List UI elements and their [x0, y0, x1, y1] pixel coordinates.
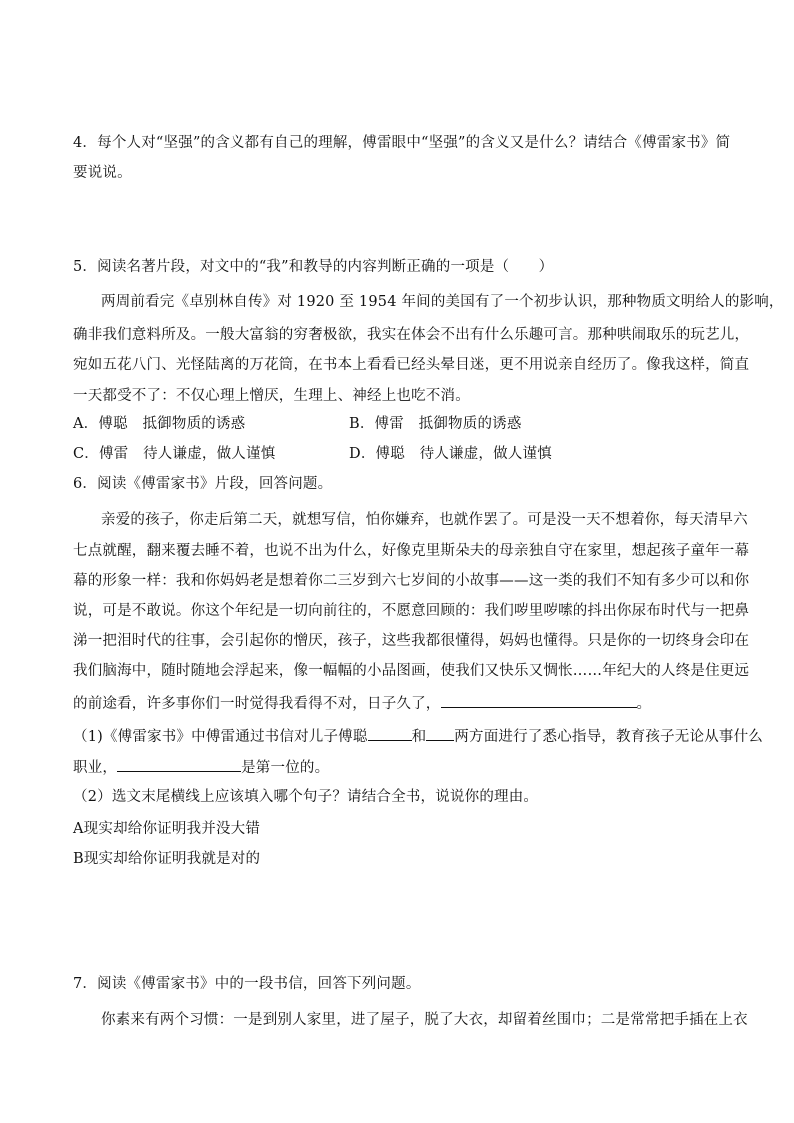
q5-passage-line-4: 一天都受不了：不仅心理上憎厌，生理上、神经上也吃不消。 [73, 388, 470, 404]
q7-stem: 7．阅读《傅雷家书》中的一段书信，回答下列问题。 [73, 976, 421, 992]
q5-option-b: B．傅雷 抵御物质的诱惑 [349, 416, 522, 432]
q6-sub1-line-1 [73, 725, 763, 747]
q6-passage-line-3: 幕的形象一样：我和你妈妈老是想着你二三岁到六七岁间的小故事——这一类的我们不知有多少可以和你 [73, 573, 750, 589]
q5-passage-line-1: 两周前看完《卓别林自传》对 1920 至 1954 年间的美国有了一个初步认识，那种物质文明给人的影响， [101, 294, 784, 310]
q6-passage-line-2: 七点就醒，翻来覆去睡不着，也说不出为什么，好像克里斯朵夫的母亲独自守在家里，想起孩子童年一幕 [73, 543, 750, 559]
q6-passage-line-4: 说，可是不敢说。你这个年纪是一切向前往的，不愿意回顾的：我们哕里哕嗦的抖出你尿布时代与一把鼻 [73, 603, 750, 619]
q6-sub1-c: 两方面进行了悉心指导，教育孩子无论从事什么 [454, 729, 763, 745]
q5-option-c: C．傅雷 待人谦虚，做人谨慎 [73, 446, 276, 462]
q6-passage-line-6: 我们脑海中，随时随地会浮起来，像一幅幅的小品图画，使我们又快乐又惆怅……年纪大的人终是住更远 [73, 663, 750, 679]
q6-answer-blank[interactable] [441, 692, 637, 708]
q5-option-a: A．傅聪 抵御物质的诱惑 [73, 416, 246, 432]
q6-sub1-b: 和 [411, 729, 427, 745]
q6-choice-a: A现实却给你证明我并没大错 [73, 821, 261, 837]
q6-choice-b: B现实却给你证明我就是对的 [73, 851, 261, 867]
q6-passage-line-5: 涕一把泪时代的往事，会引起你的憎厌，孩子，这些我都很懂得，妈妈也懂得。只是你的一切终身会印在 [73, 633, 750, 649]
q5-stem: 5．阅读名著片段，对文中的“我”和教导的内容判断正确的一项是（ ） [73, 259, 554, 275]
q4-line-2: 要说说。 [73, 165, 132, 181]
q6-stem: 6．阅读《傅雷家书》片段，回答问题。 [73, 476, 333, 492]
q6-sub1-blank-1[interactable] [368, 725, 412, 741]
q6-sub1-d: 职业， [73, 760, 118, 776]
q6-passage-line-1: 亲爱的孩子，你走后第二天，就想写信，怕你嫌弃，也就作罢了。可是没一天不想着你，每天清早六 [101, 512, 748, 528]
q7-passage-line-1: 你素来有两个习惯：一是到别人家里，进了屋子，脱了大衣，却留着丝围巾；二是常常把手插在上衣 [101, 1012, 748, 1028]
q6-sub1-line-2 [73, 756, 329, 778]
q5-passage-line-3: 宛如五花八门、光怪陆离的万花筒，在书本上看看已经头晕目迷，更不用说亲自经历了。像我这样，简直 [73, 357, 750, 373]
q6-sub1-a: （1)《傅雷家书》中傅雷通过书信对儿子傅聪 [73, 729, 368, 745]
q6-last-suffix: 。 [636, 696, 652, 712]
q6-sub1-blank-3[interactable] [117, 756, 241, 772]
q6-sub2: （2）选文末尾横线上应该填入哪个句子？请结合全书，说说你的理由。 [73, 789, 539, 805]
q5-option-d: D．傅聪 待人谦虚，做人谨慎 [349, 446, 552, 462]
q6-sub1-blank-2[interactable] [426, 725, 454, 741]
q6-sub1-e: 是第一位的。 [241, 760, 330, 776]
q6-last-prefix: 的前途看，许多事你们一时觉得我看得不对，日子久了， [73, 696, 441, 712]
q5-passage-line-2: 确非我们意料所及。一般大富翁的穷奢极欲，我实在体会不出有什么乐趣可言。那种哄闹取乐的玩艺儿， [73, 327, 750, 343]
q6-passage-line-7 [73, 692, 651, 714]
q4-line-1: 4．每个人对“坚强”的含义都有自己的理解，傅雷眼中“坚强”的含义又是什么？请结合《傅雷家书》简 [73, 135, 731, 151]
